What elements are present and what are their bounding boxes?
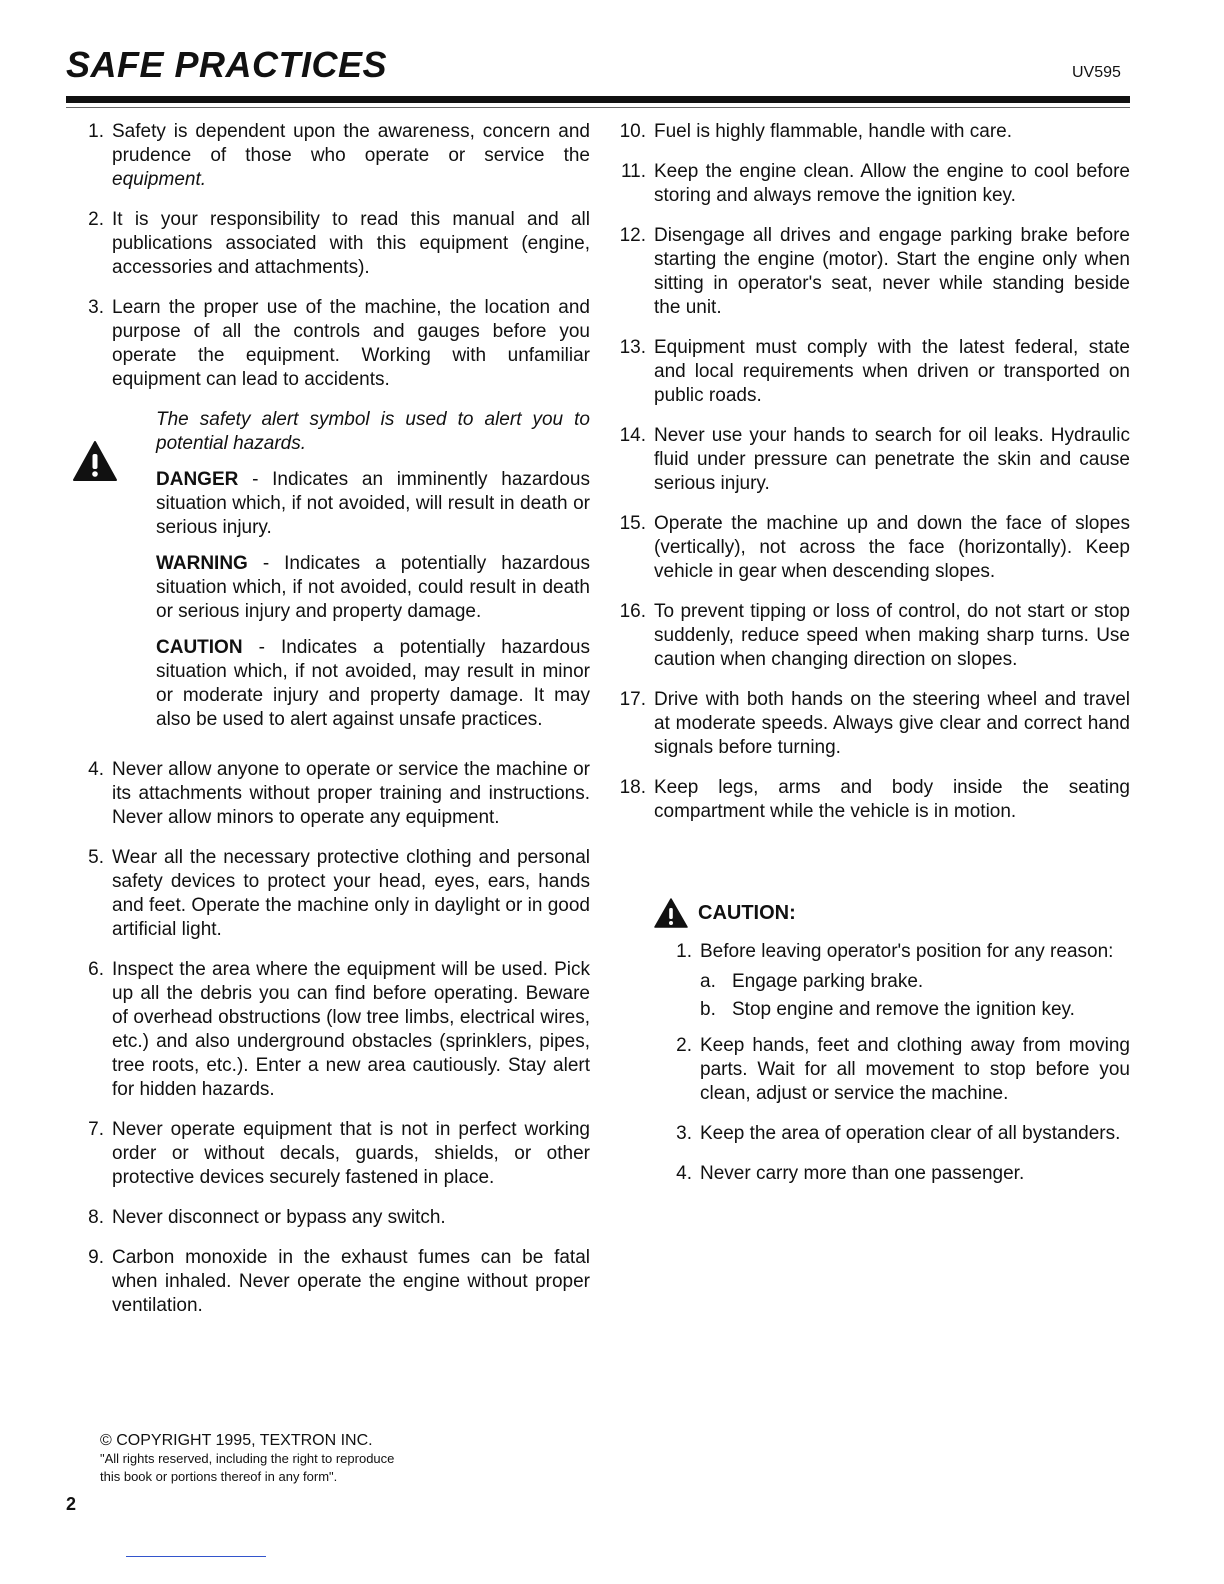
sub-item-letter: a. (700, 971, 716, 992)
document-number: UV595 (1072, 64, 1121, 81)
item-text (112, 120, 590, 192)
footer-rule (126, 1556, 266, 1557)
item-text: Equipment must comply with the latest federal, state and local requirements when driven or transported on public roads. (654, 337, 1130, 406)
item-text: Carbon monoxide in the exhaust fumes can be fatal when inhaled. Never operate the engine without proper ventilation. (112, 1247, 590, 1316)
item-number: 16. (619, 601, 646, 622)
sub-list (700, 970, 1130, 1022)
item-text: Keep the engine clean. Allow the engine to cool before storing and always remove the ignition key. (654, 161, 1130, 206)
right-column (614, 120, 1130, 1202)
item-text: Operate the machine up and down the face of slopes (vertically), not across the face (horizontally). Keep vehicle in gear when descending slopes. (654, 513, 1130, 582)
danger-definition (156, 468, 590, 540)
item-number: 13. (619, 337, 646, 358)
list-item (660, 1122, 1130, 1146)
item-number: 5. (88, 847, 104, 868)
header-rule-thin (66, 107, 1130, 108)
sub-item-text: Engage parking brake. (732, 971, 924, 992)
list-item (660, 940, 1130, 964)
list-item (614, 224, 1130, 320)
list-item (614, 424, 1130, 496)
item-number: 4. (676, 1163, 692, 1184)
sub-item-letter: b. (700, 999, 716, 1020)
item-number: 2. (88, 209, 104, 230)
item-text: Keep the area of operation clear of all bystanders. (700, 1123, 1121, 1144)
item-text-main: Safety is dependent upon the awareness, concern and prudence of those who operate or service the (112, 121, 590, 166)
item-text: Fuel is highly flammable, handle with care. (654, 121, 1013, 142)
list-item (614, 160, 1130, 208)
list-item (614, 336, 1130, 408)
item-number: 8. (88, 1207, 104, 1228)
caution-definition (156, 636, 590, 732)
sub-list-item (700, 998, 1130, 1022)
item-text: Inspect the area where the equipment will be used. Pick up all the debris you can find before operating. Beware of overhead obstructions (low tree limbs, electrical wires, etc.) and also underground obstacles (sprinklers, pipes, tree roots, etc.). Enter a new area cautiously. Stay alert for hidden hazards. (112, 959, 590, 1100)
warning-definition (156, 552, 590, 624)
item-text: Wear all the necessary protective clothing and personal safety devices to protect your head, eyes, ears, hands and feet. Operate the machine only in daylight or in good artificial light. (112, 847, 590, 940)
item-text: Never disconnect or bypass any switch. (112, 1207, 446, 1228)
sub-item-text: Stop engine and remove the ignition key. (732, 999, 1075, 1020)
list-item (614, 120, 1130, 144)
item-text-emphasis: equipment. (112, 169, 207, 190)
item-number: 1. (676, 941, 692, 962)
list-item (72, 120, 590, 192)
item-text: Never carry more than one passenger. (700, 1163, 1025, 1184)
caution-keyword: CAUTION (156, 637, 243, 658)
item-text: Never operate equipment that is not in perfect working order or without decals, guards, shields, or other protective devices securely fastened in place. (112, 1119, 590, 1188)
list-item (660, 1162, 1130, 1186)
list-item (72, 846, 590, 942)
safety-alert-definitions (72, 408, 590, 744)
item-number: 6. (88, 959, 104, 980)
list-item (72, 758, 590, 830)
item-number: 3. (676, 1123, 692, 1144)
item-number: 2. (676, 1035, 692, 1056)
item-text: Before leaving operator's position for any reason: (700, 941, 1114, 962)
warning-triangle-icon (654, 898, 688, 928)
list-item (614, 512, 1130, 584)
list-item (614, 688, 1130, 760)
item-number: 9. (88, 1247, 104, 1268)
list-item (72, 1206, 590, 1230)
warning-text: - Indicates a potentially hazardous situation which, if not avoided, could result in death or serious injury and property damage. (156, 553, 590, 622)
item-number: 10. (619, 121, 646, 142)
copyright-line: © COPYRIGHT 1995, TEXTRON INC. (100, 1432, 373, 1449)
sub-list-item (700, 970, 1130, 994)
page-title: SAFE PRACTICES (66, 44, 388, 85)
item-number: 4. (88, 759, 104, 780)
header-rule (66, 96, 1130, 103)
caution-list (660, 940, 1130, 1186)
danger-keyword: DANGER (156, 469, 239, 490)
item-number: 11. (620, 161, 646, 182)
caution-label: CAUTION: (698, 902, 796, 924)
item-text: It is your responsibility to read this manual and all publications associated with this equipment (engine, accessories and attachments). (112, 209, 590, 278)
alert-intro: The safety alert symbol is used to alert you to potential hazards. (156, 409, 590, 454)
item-text: Drive with both hands on the steering wheel and travel at moderate speeds. Always give clear and correct hand signals before turning. (654, 689, 1130, 758)
left-column (72, 120, 590, 1334)
caution-heading (654, 898, 1130, 928)
list-item (72, 296, 590, 392)
list-item (72, 1118, 590, 1190)
rights-line-1: "All rights reserved, including the right to reproduce (100, 1451, 395, 1466)
list-item (660, 1034, 1130, 1106)
copyright-notice (100, 1432, 394, 1486)
warning-triangle-icon (72, 440, 118, 482)
item-text: Disengage all drives and engage parking brake before starting the engine (motor). Start the engine only when sitting in operator's seat, never while standing beside the unit. (654, 225, 1130, 318)
item-number: 17. (619, 689, 646, 710)
rights-line-2: this book or portions thereof in any form". (100, 1469, 338, 1484)
danger-text: - Indicates an imminently hazardous situation which, if not avoided, will result in death or serious injury. (156, 469, 590, 538)
list-item (614, 776, 1130, 824)
item-text: Keep legs, arms and body inside the seating compartment while the vehicle is in motion. (654, 777, 1130, 822)
item-text: To prevent tipping or loss of control, do not start or stop suddenly, reduce speed when making sharp turns. Use caution when changing direction on slopes. (654, 601, 1130, 670)
page-number: 2 (66, 1494, 77, 1514)
list-item (614, 600, 1130, 672)
item-text: Never use your hands to search for oil leaks. Hydraulic fluid under pressure can penetrate the skin and cause serious injury. (654, 425, 1130, 494)
item-number: 7. (88, 1119, 104, 1140)
item-number: 1. (88, 121, 104, 142)
item-text: Keep hands, feet and clothing away from moving parts. Wait for all movement to stop before you clean, adjust or service the machine. (700, 1035, 1130, 1104)
item-number: 15. (619, 513, 646, 534)
item-text: Learn the proper use of the machine, the location and purpose of all the controls and gauges before you operate the equipment. Working with unfamiliar equipment can lead to accidents. (112, 297, 590, 390)
warning-keyword: WARNING (156, 553, 248, 574)
list-item (72, 958, 590, 1102)
list-item (72, 208, 590, 280)
item-number: 18. (619, 777, 646, 798)
caution-text: - Indicates a potentially hazardous situation which, if not avoided, may result in minor or moderate injury and property damage. It may also be used to alert against unsafe practices. (156, 637, 590, 730)
list-item (72, 1246, 590, 1318)
item-text: Never allow anyone to operate or service the machine or its attachments without proper training and instructions. Never allow minors to operate any equipment. (112, 759, 590, 828)
item-number: 14. (619, 425, 646, 446)
item-number: 12. (619, 225, 646, 246)
item-number: 3. (88, 297, 104, 318)
